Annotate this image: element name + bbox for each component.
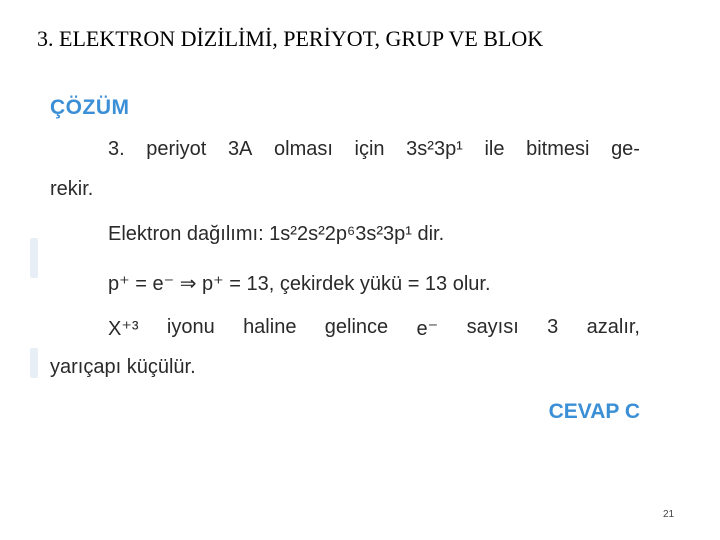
- word: gelince: [324, 316, 389, 338]
- solution-heading: ÇÖZÜM: [50, 96, 130, 119]
- scan-artifact: [30, 348, 38, 378]
- solution-line-1: [108, 138, 640, 161]
- page-number: 21: [663, 509, 675, 520]
- solution-line-5: [108, 316, 640, 341]
- word: ge-: [611, 138, 640, 160]
- word: 3.: [108, 138, 125, 160]
- word: ile: [484, 138, 505, 160]
- ion-symbol: X⁺³: [108, 318, 139, 340]
- word: periyot: [146, 138, 207, 160]
- word: e⁻: [416, 318, 439, 340]
- word: 3: [547, 316, 559, 338]
- solution-line-2: rekir.: [50, 178, 94, 200]
- word: haline: [243, 316, 297, 338]
- word: sayısı: [466, 316, 519, 338]
- word: iyonu: [166, 316, 215, 338]
- word: azalır,: [586, 316, 640, 338]
- word: için: [354, 138, 385, 160]
- electron-configuration-line: Elektron dağılımı: 1s²2s²2p⁶3s²3p¹ dir.: [108, 223, 445, 245]
- answer-label: CEVAP C: [548, 400, 640, 423]
- word: 3A: [227, 138, 253, 160]
- formula: 3s²3p¹: [406, 138, 463, 160]
- word: bitmesi: [526, 138, 590, 160]
- solution-line-6: yarıçapı küçülür.: [50, 356, 196, 378]
- scan-artifact: [30, 238, 38, 278]
- word: olması: [274, 138, 333, 160]
- solution-image: [30, 88, 650, 438]
- slide-title: 3. ELEKTRON DİZİLİMİ, PERİYOT, GRUP VE BLOK: [37, 26, 544, 51]
- proton-electron-line: p⁺ = e⁻ ⇒ p⁺ = 13, çekirdek yükü = 13 olur.: [108, 273, 491, 295]
